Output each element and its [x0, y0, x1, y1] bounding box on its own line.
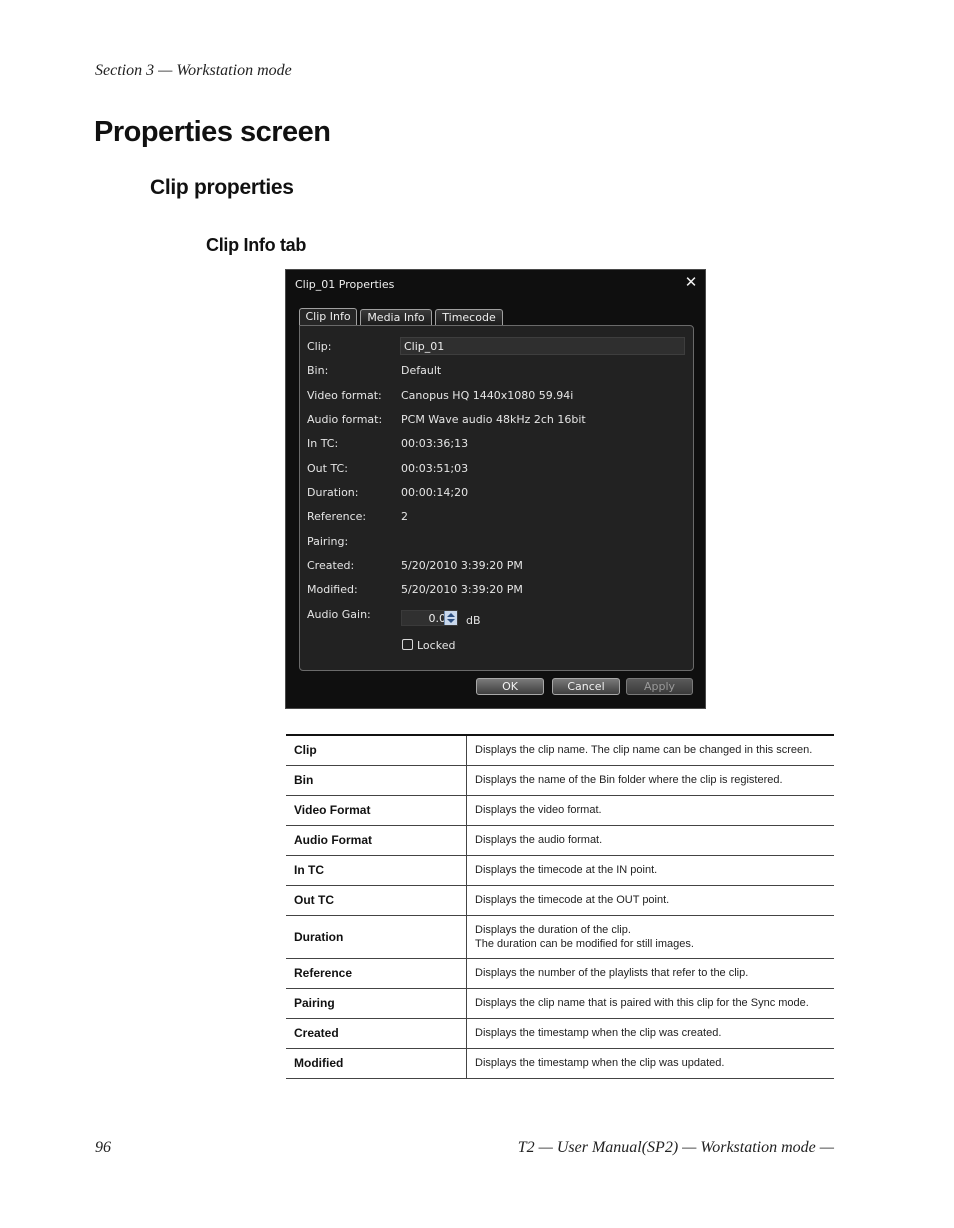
section-title: Clip properties: [150, 176, 294, 199]
description-line: Displays the name of the Bin folder where the clip is registered.: [475, 774, 783, 786]
row-term: Modified: [286, 1048, 467, 1078]
field-label-audio-format: Audio format:: [307, 413, 383, 426]
row-term: Out TC: [286, 885, 467, 915]
clip-info-description-table: [286, 734, 834, 1079]
description-line: Displays the video format.: [475, 804, 602, 816]
row-description: [467, 855, 835, 885]
field-value-reference: 2: [401, 510, 408, 523]
row-description: [467, 735, 835, 765]
row-term: Pairing: [286, 988, 467, 1018]
table-row: [286, 795, 834, 825]
field-label-bin: Bin:: [307, 364, 329, 377]
row-term: Audio Format: [286, 825, 467, 855]
field-label-audio-gain: Audio Gain:: [307, 608, 371, 621]
row-term: Clip: [286, 735, 467, 765]
field-label-in-tc: In TC:: [307, 437, 339, 450]
row-term: Duration: [286, 915, 467, 958]
audio-gain-stepper[interactable]: [401, 610, 458, 626]
row-description: [467, 765, 835, 795]
row-term: Bin: [286, 765, 467, 795]
row-description: [467, 1018, 835, 1048]
row-term: In TC: [286, 855, 467, 885]
row-term: Created: [286, 1018, 467, 1048]
footer-title: T2 — User Manual(SP2) — Workstation mode —: [517, 1139, 834, 1156]
field-label-modified: Modified:: [307, 583, 358, 596]
field-value-video-format: Canopus HQ 1440x1080 59.94i: [401, 389, 574, 402]
page-title: Properties screen: [94, 116, 331, 148]
close-icon[interactable]: ✕: [684, 273, 698, 291]
table-row: [286, 915, 834, 958]
subsection-title: Clip Info tab: [206, 235, 307, 255]
description-line: Displays the duration of the clip.: [475, 923, 631, 936]
field-label-reference: Reference:: [307, 510, 367, 523]
clip-properties-dialog: [285, 269, 706, 709]
description-line: Displays the clip name that is paired with this clip for the Sync mode.: [475, 997, 809, 1009]
tab-media-info[interactable]: Media Info: [360, 309, 432, 325]
field-label-duration: Duration:: [307, 486, 359, 499]
clip-name-input[interactable]: [400, 337, 685, 355]
table-row: [286, 988, 834, 1018]
table-row: [286, 765, 834, 795]
row-description: [467, 825, 835, 855]
table-row: [286, 1048, 834, 1078]
field-value-modified: 5/20/2010 3:39:20 PM: [401, 583, 523, 596]
ok-button[interactable]: OK: [476, 678, 544, 695]
description-line: Displays the timestamp when the clip was created.: [475, 1027, 722, 1039]
dialog-title: Clip_01 Properties: [295, 278, 395, 291]
row-description: [467, 885, 835, 915]
description-line: Displays the audio format.: [475, 834, 603, 846]
row-description: [467, 795, 835, 825]
row-description: [467, 915, 835, 958]
field-value-in-tc: 00:03:36;13: [401, 437, 469, 450]
description-line: Displays the number of the playlists that refer to the clip.: [475, 967, 749, 979]
section-header: Section 3 — Workstation mode: [95, 62, 292, 79]
table-row: [286, 1018, 834, 1048]
page-number: 96: [95, 1139, 111, 1156]
tab-clip-info[interactable]: Clip Info: [299, 308, 357, 326]
gain-unit-label: dB: [466, 614, 481, 627]
locked-checkbox[interactable]: [402, 639, 413, 650]
description-line: The duration can be modified for still images.: [475, 937, 694, 950]
table-row: [286, 735, 834, 765]
table-row: [286, 855, 834, 885]
row-description: [467, 1048, 835, 1078]
gain-spin-buttons[interactable]: [444, 611, 457, 625]
cancel-button[interactable]: Cancel: [552, 678, 620, 695]
row-term: Video Format: [286, 795, 467, 825]
row-term: Reference: [286, 958, 467, 988]
field-value-out-tc: 00:03:51;03: [401, 462, 469, 475]
field-label-created: Created:: [307, 559, 355, 572]
field-value-created: 5/20/2010 3:39:20 PM: [401, 559, 523, 572]
description-line: Displays the timecode at the IN point.: [475, 864, 658, 876]
description-line: Displays the clip name. The clip name can be changed in this screen.: [475, 744, 813, 757]
spin-down-icon[interactable]: [447, 619, 455, 623]
apply-button[interactable]: Apply: [626, 678, 693, 695]
locked-label: Locked: [417, 639, 456, 652]
field-value-audio-format: PCM Wave audio 48kHz 2ch 16bit: [401, 413, 586, 426]
tab-timecode[interactable]: Timecode: [435, 309, 503, 325]
spin-up-icon[interactable]: [447, 613, 455, 617]
description-line: Displays the timestamp when the clip was updated.: [475, 1057, 725, 1069]
clip-info-panel: [299, 325, 694, 671]
table-row: [286, 885, 834, 915]
audio-gain-input[interactable]: [402, 611, 447, 625]
row-description: [467, 988, 835, 1018]
field-value-bin: Default: [401, 364, 442, 377]
table-row: [286, 958, 834, 988]
row-description: [467, 958, 835, 988]
table-row: [286, 825, 834, 855]
field-value-duration: 00:00:14;20: [401, 486, 469, 499]
field-label-pairing: Pairing:: [307, 535, 349, 548]
description-line: Displays the timecode at the OUT point.: [475, 894, 670, 906]
field-label-out-tc: Out TC:: [307, 462, 348, 475]
field-label-video-format: Video format:: [307, 389, 382, 402]
field-label-clip: Clip:: [307, 340, 332, 353]
